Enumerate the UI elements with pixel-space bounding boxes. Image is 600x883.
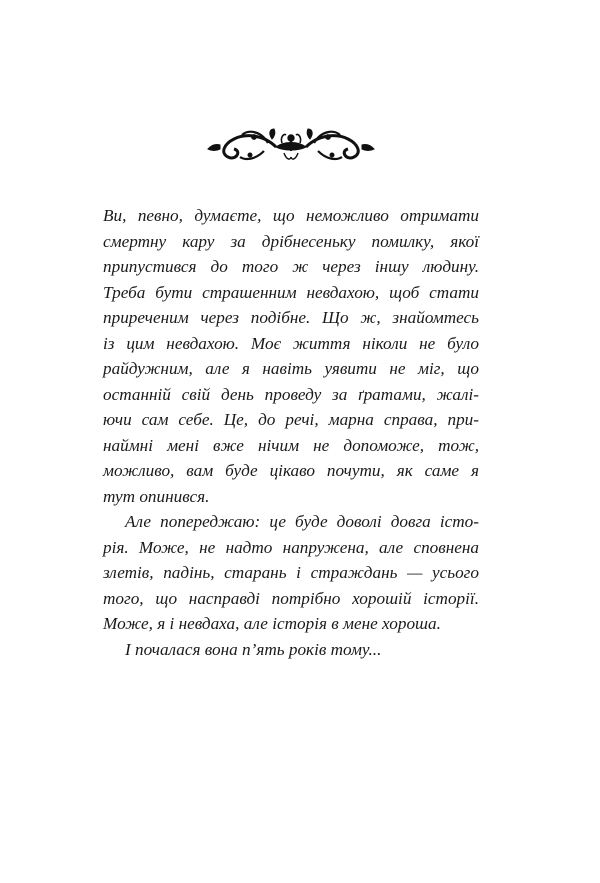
text-line: Може, я і невдаха, але історія в мене хороша. [103, 614, 441, 633]
text-line: тут опинився. [103, 486, 210, 506]
flourish-ornament-icon [206, 121, 376, 169]
text-line: ючи сам себе. Це, до речі, марна справа, при- [103, 410, 479, 429]
text-line: І почалася вона п’ять років тому... [125, 639, 382, 659]
text-line: того, що насправді потрібно хорошій історії. [103, 588, 479, 608]
text-line: із цим невдахою. Моє життя ніколи не було [103, 333, 479, 353]
text-line: злетів, падінь, старань і страждань — усього [103, 563, 479, 582]
text-line: рія. Може, не надто напружена, але сповнена [103, 537, 479, 557]
text-line: наймні мені вже нічим не допоможе, тож, [103, 435, 479, 455]
text-line: Треба бути страшенним невдахою, щоб стати [103, 282, 479, 302]
body-text [103, 203, 479, 662]
text-line: можливо, вам буде цікаво почути, як саме я [103, 461, 479, 480]
text-line: приреченим через подібне. Що ж, знайомтесь [103, 308, 479, 327]
text-line: Ви, певно, думаєте, що неможливо отримати [103, 206, 479, 225]
text-line: останній свій день проведу за ґратами, жалі- [103, 384, 479, 404]
paragraph-3 [103, 637, 479, 663]
text-line: припустився до того ж через іншу людину. [103, 257, 479, 276]
text-line: райдужним, але я навіть уявити не міг, що [103, 359, 479, 378]
text-line: Але попереджаю: це буде доволі довга істо- [125, 512, 479, 531]
text-line: смертну кару за дрібнесеньку помилку, якої [103, 231, 479, 251]
paragraph-2 [103, 509, 479, 637]
paragraph-1 [103, 203, 479, 509]
